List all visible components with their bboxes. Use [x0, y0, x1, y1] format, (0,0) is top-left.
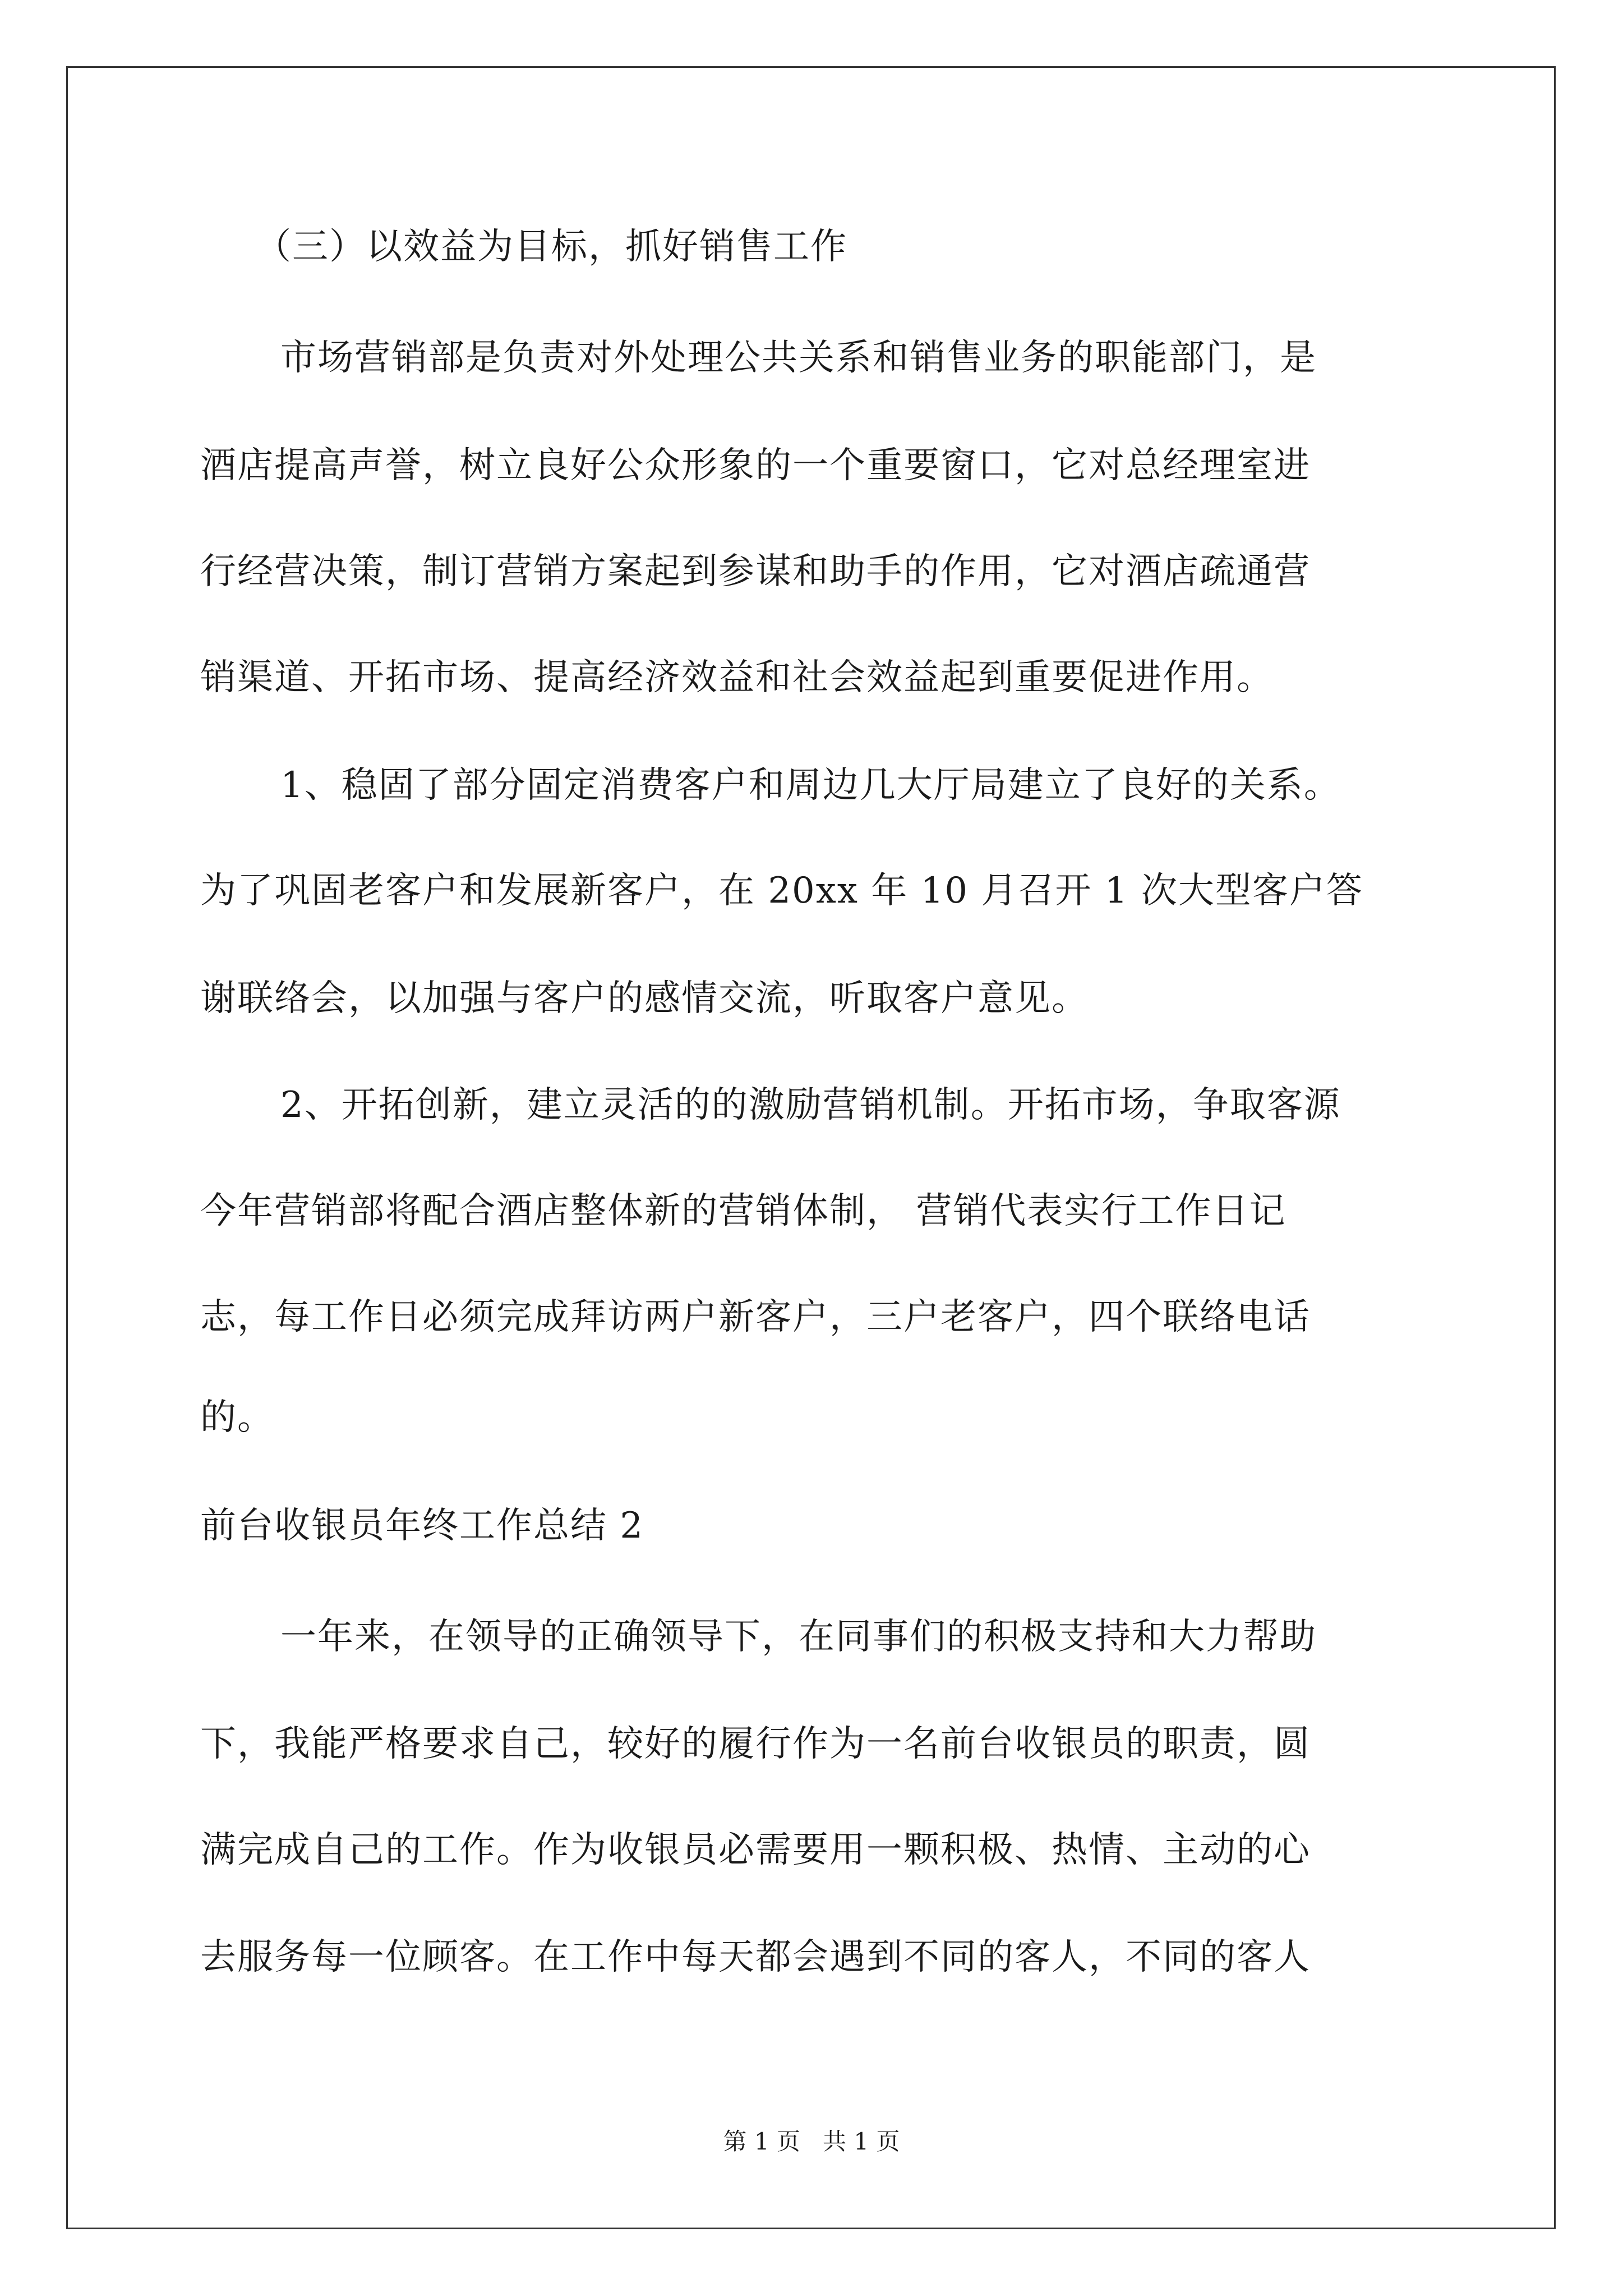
paragraph-line: 下，我能严格要求自己，较好的履行作为一名前台收银员的职责，圆	[200, 1723, 1311, 1765]
paragraph-line: 满完成自己的工作。作为收银员必需要用一颗积极、热情、主动的心	[200, 1829, 1311, 1871]
section-heading: （三）以效益为目标，抓好销售工作	[255, 226, 847, 268]
paragraph-line: 酒店提高声誉，树立良好公众形象的一个重要窗口，它对总经理室进	[200, 445, 1311, 486]
paragraph-line: 1、稳固了部分固定消费客户和周边几大厅局建立了良好的关系。	[280, 765, 1341, 806]
paragraph-line: 的。	[200, 1397, 274, 1438]
document-title: 前台收银员年终工作总结 2	[200, 1505, 644, 1547]
paragraph-line: 去服务每一位顾客。在工作中每天都会遇到不同的客人，不同的客人	[200, 1936, 1311, 1978]
paragraph-line: 今年营销部将配合酒店整体新的营销体制， 营销代表实行工作日记	[200, 1190, 1287, 1232]
paragraph-line: 谢联络会，以加强与客户的感情交流，听取客户意见。	[200, 978, 1089, 1019]
paragraph-line: 市场营销部是负责对外处理公共关系和销售业务的职能部门，是	[280, 337, 1317, 379]
paragraph-line: 为了巩固老客户和发展新客户，在 20xx 年 10 月召开 1 次大型客户答	[200, 870, 1363, 912]
paragraph-line: 一年来，在领导的正确领导下，在同事们的积极支持和大力帮助	[280, 1616, 1317, 1658]
page-footer: 第 1 页 共 1 页	[723, 2128, 900, 2155]
paragraph-line: 行经营决策，制订营销方案起到参谋和助手的作用，它对酒店疏通营	[200, 551, 1311, 592]
paragraph-line: 2、开拓创新，建立灵活的的激励营销机制。开拓市场，争取客源	[280, 1084, 1341, 1126]
paragraph-line: 志，每工作日必须完成拜访两户新客户，三户老客户，四个联络电话	[200, 1296, 1311, 1338]
paragraph-line: 销渠道、开拓市场、提高经济效益和社会效益起到重要促进作用。	[200, 657, 1274, 698]
page-border	[66, 66, 1556, 2229]
